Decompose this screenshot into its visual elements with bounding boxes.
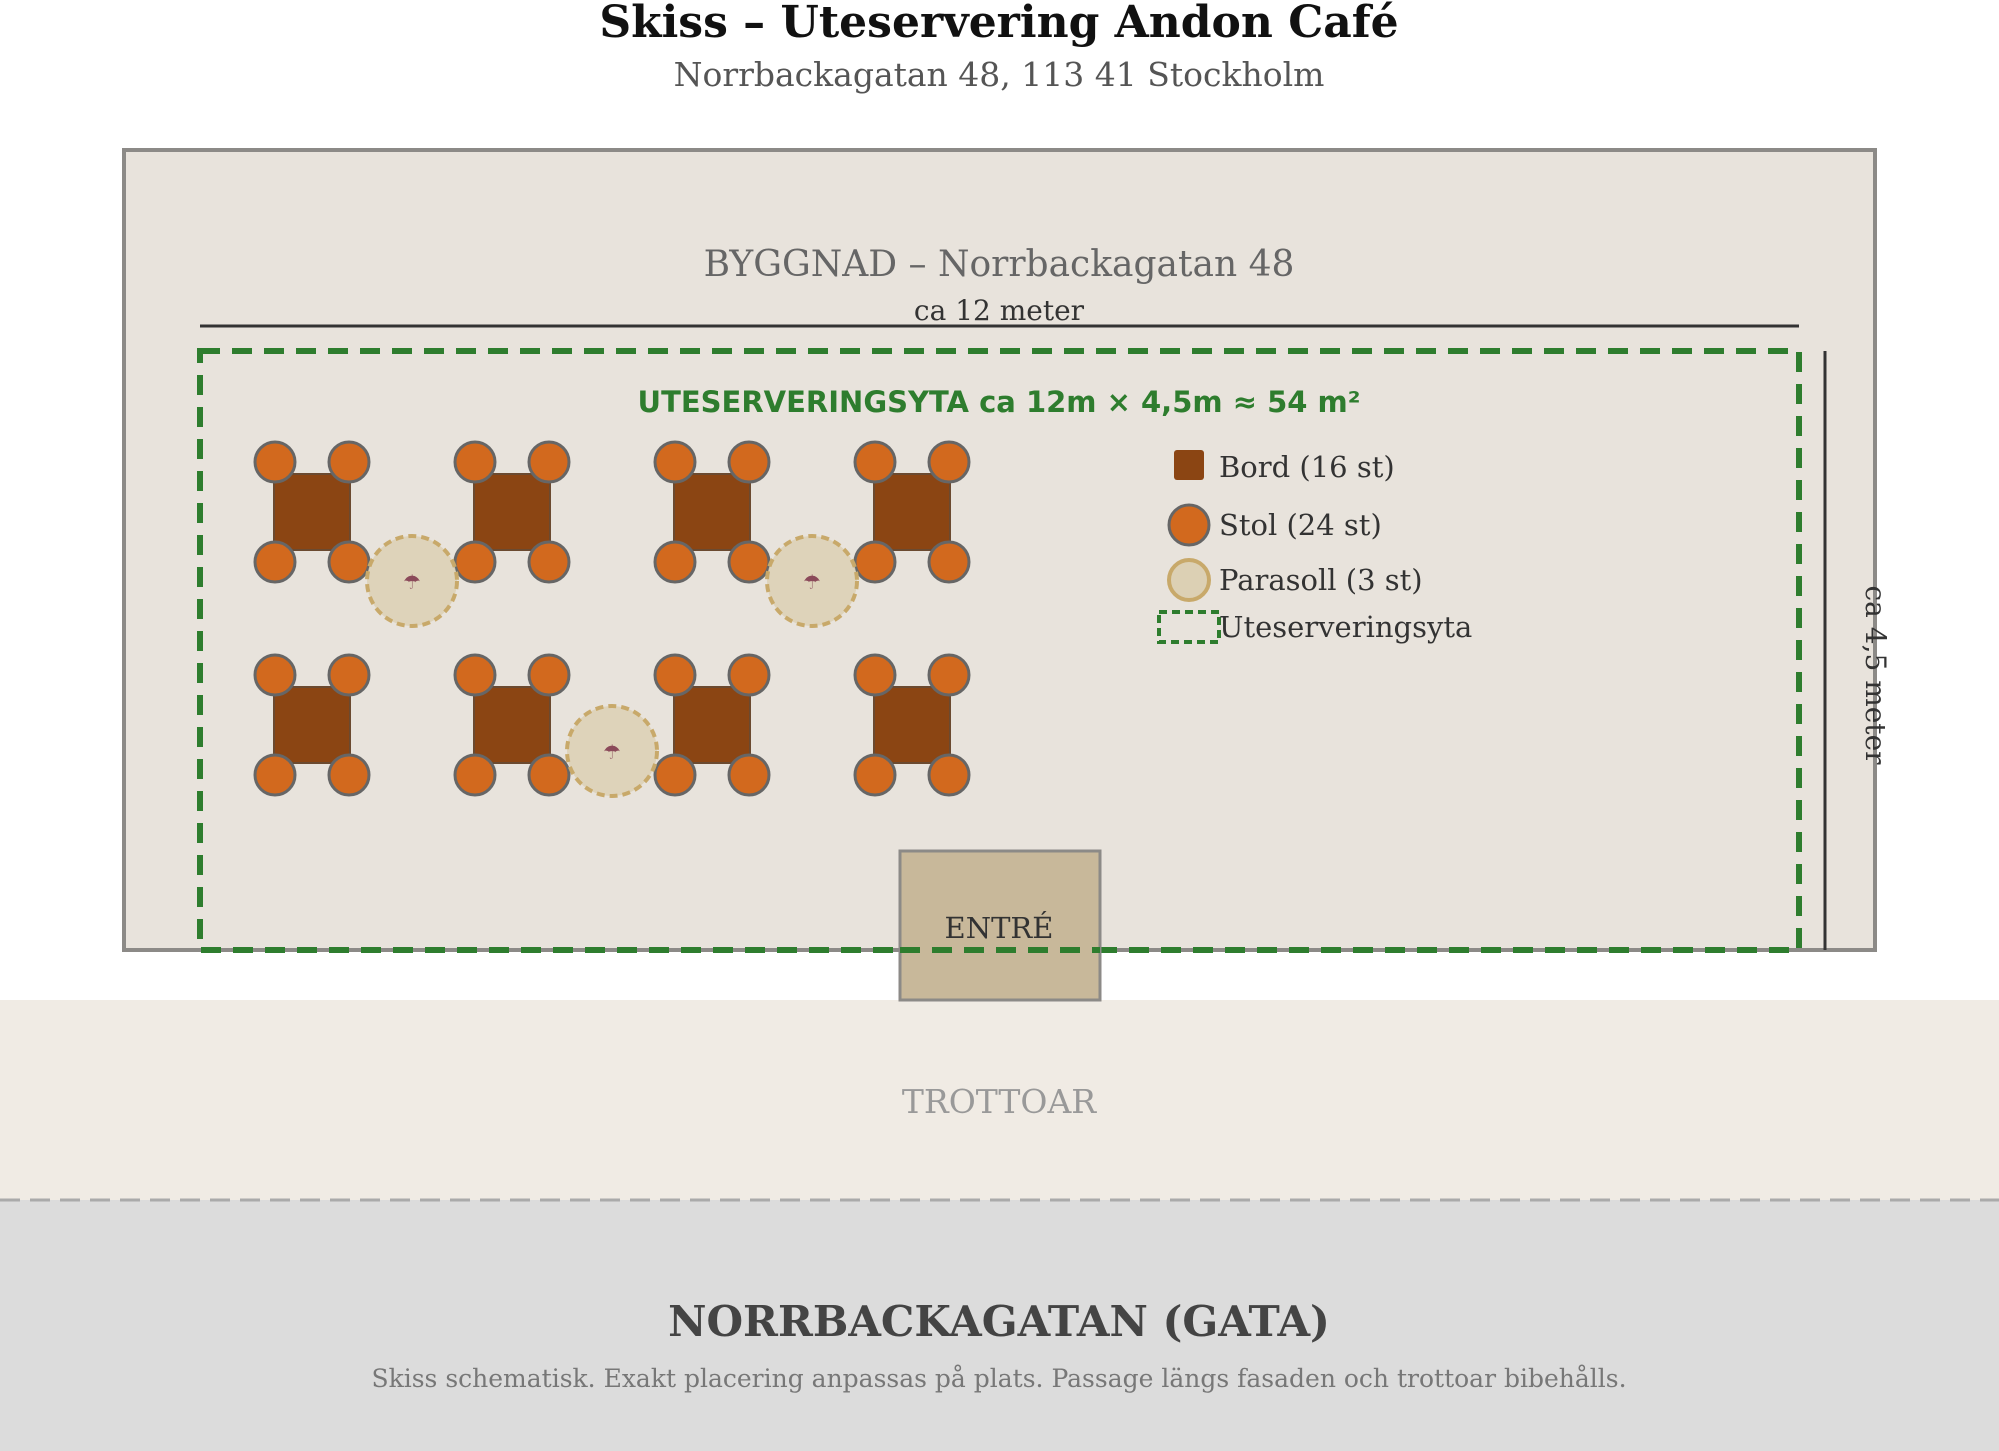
chair <box>855 655 895 695</box>
legend-umbrella-label: Parasoll (3 st) <box>1219 563 1423 597</box>
legend-umbrella-symbol <box>1169 560 1209 600</box>
chair <box>855 542 895 582</box>
sidewalk-label: TROTTOAR <box>901 1082 1097 1121</box>
building-label: BYGGNAD – Norrbackagatan 48 <box>703 244 1295 285</box>
footnote: Skiss schematisk. Exakt placering anpassas på plats. Passage längs fasaden och trottoar bibehålls. <box>371 1364 1627 1393</box>
chair <box>655 442 695 482</box>
width-dimension-label: ca 12 meter <box>913 294 1085 327</box>
table <box>274 474 350 550</box>
chair <box>455 655 495 695</box>
chair <box>929 542 969 582</box>
chair <box>729 655 769 695</box>
chair <box>455 542 495 582</box>
umbrella-icon: ☂ <box>403 570 421 594</box>
chair <box>455 442 495 482</box>
chair <box>329 655 369 695</box>
seating-area-title: UTESERVERINGSYTA ca 12m × 4,5m ≈ 54 m² <box>637 385 1361 419</box>
chair <box>729 442 769 482</box>
chair <box>529 755 569 795</box>
chair <box>329 542 369 582</box>
umbrella-icon: ☂ <box>803 570 821 594</box>
address-subtitle: Norrbackagatan 48, 113 41 Stockholm <box>673 55 1325 94</box>
table <box>674 687 750 763</box>
chair <box>729 755 769 795</box>
table <box>274 687 350 763</box>
chair <box>929 655 969 695</box>
chair <box>329 442 369 482</box>
chair <box>255 442 295 482</box>
chair <box>255 542 295 582</box>
chair <box>655 755 695 795</box>
umbrella-icon: ☂ <box>603 740 621 764</box>
chair <box>529 542 569 582</box>
entrance-label: ENTRÉ <box>944 911 1054 945</box>
table <box>474 474 550 550</box>
chair <box>255 655 295 695</box>
street-label: NORRBACKAGATAN (GATA) <box>668 1297 1330 1346</box>
chair <box>655 542 695 582</box>
table <box>474 687 550 763</box>
chair <box>855 442 895 482</box>
chair <box>855 755 895 795</box>
chair <box>929 755 969 795</box>
umbrella-group <box>567 706 657 796</box>
chair <box>929 442 969 482</box>
umbrella-group <box>767 536 857 626</box>
legend-chair-symbol <box>1169 505 1209 545</box>
table <box>874 474 950 550</box>
chair <box>729 542 769 582</box>
legend-chair-label: Stol (24 st) <box>1219 508 1382 542</box>
chair <box>529 655 569 695</box>
chair <box>255 755 295 795</box>
chair <box>329 755 369 795</box>
table <box>674 474 750 550</box>
legend-table-label: Bord (16 st) <box>1219 450 1395 484</box>
table <box>874 687 950 763</box>
chair <box>455 755 495 795</box>
depth-dimension-label: ca 4,5 meter <box>1859 585 1892 765</box>
chair <box>529 442 569 482</box>
legend-table-symbol <box>1174 450 1204 480</box>
legend-area-label: Uteserveringsyta <box>1219 610 1473 644</box>
chair <box>655 655 695 695</box>
page-title: Skiss – Uteservering Andon Café <box>599 0 1399 48</box>
umbrella-group <box>367 536 457 626</box>
